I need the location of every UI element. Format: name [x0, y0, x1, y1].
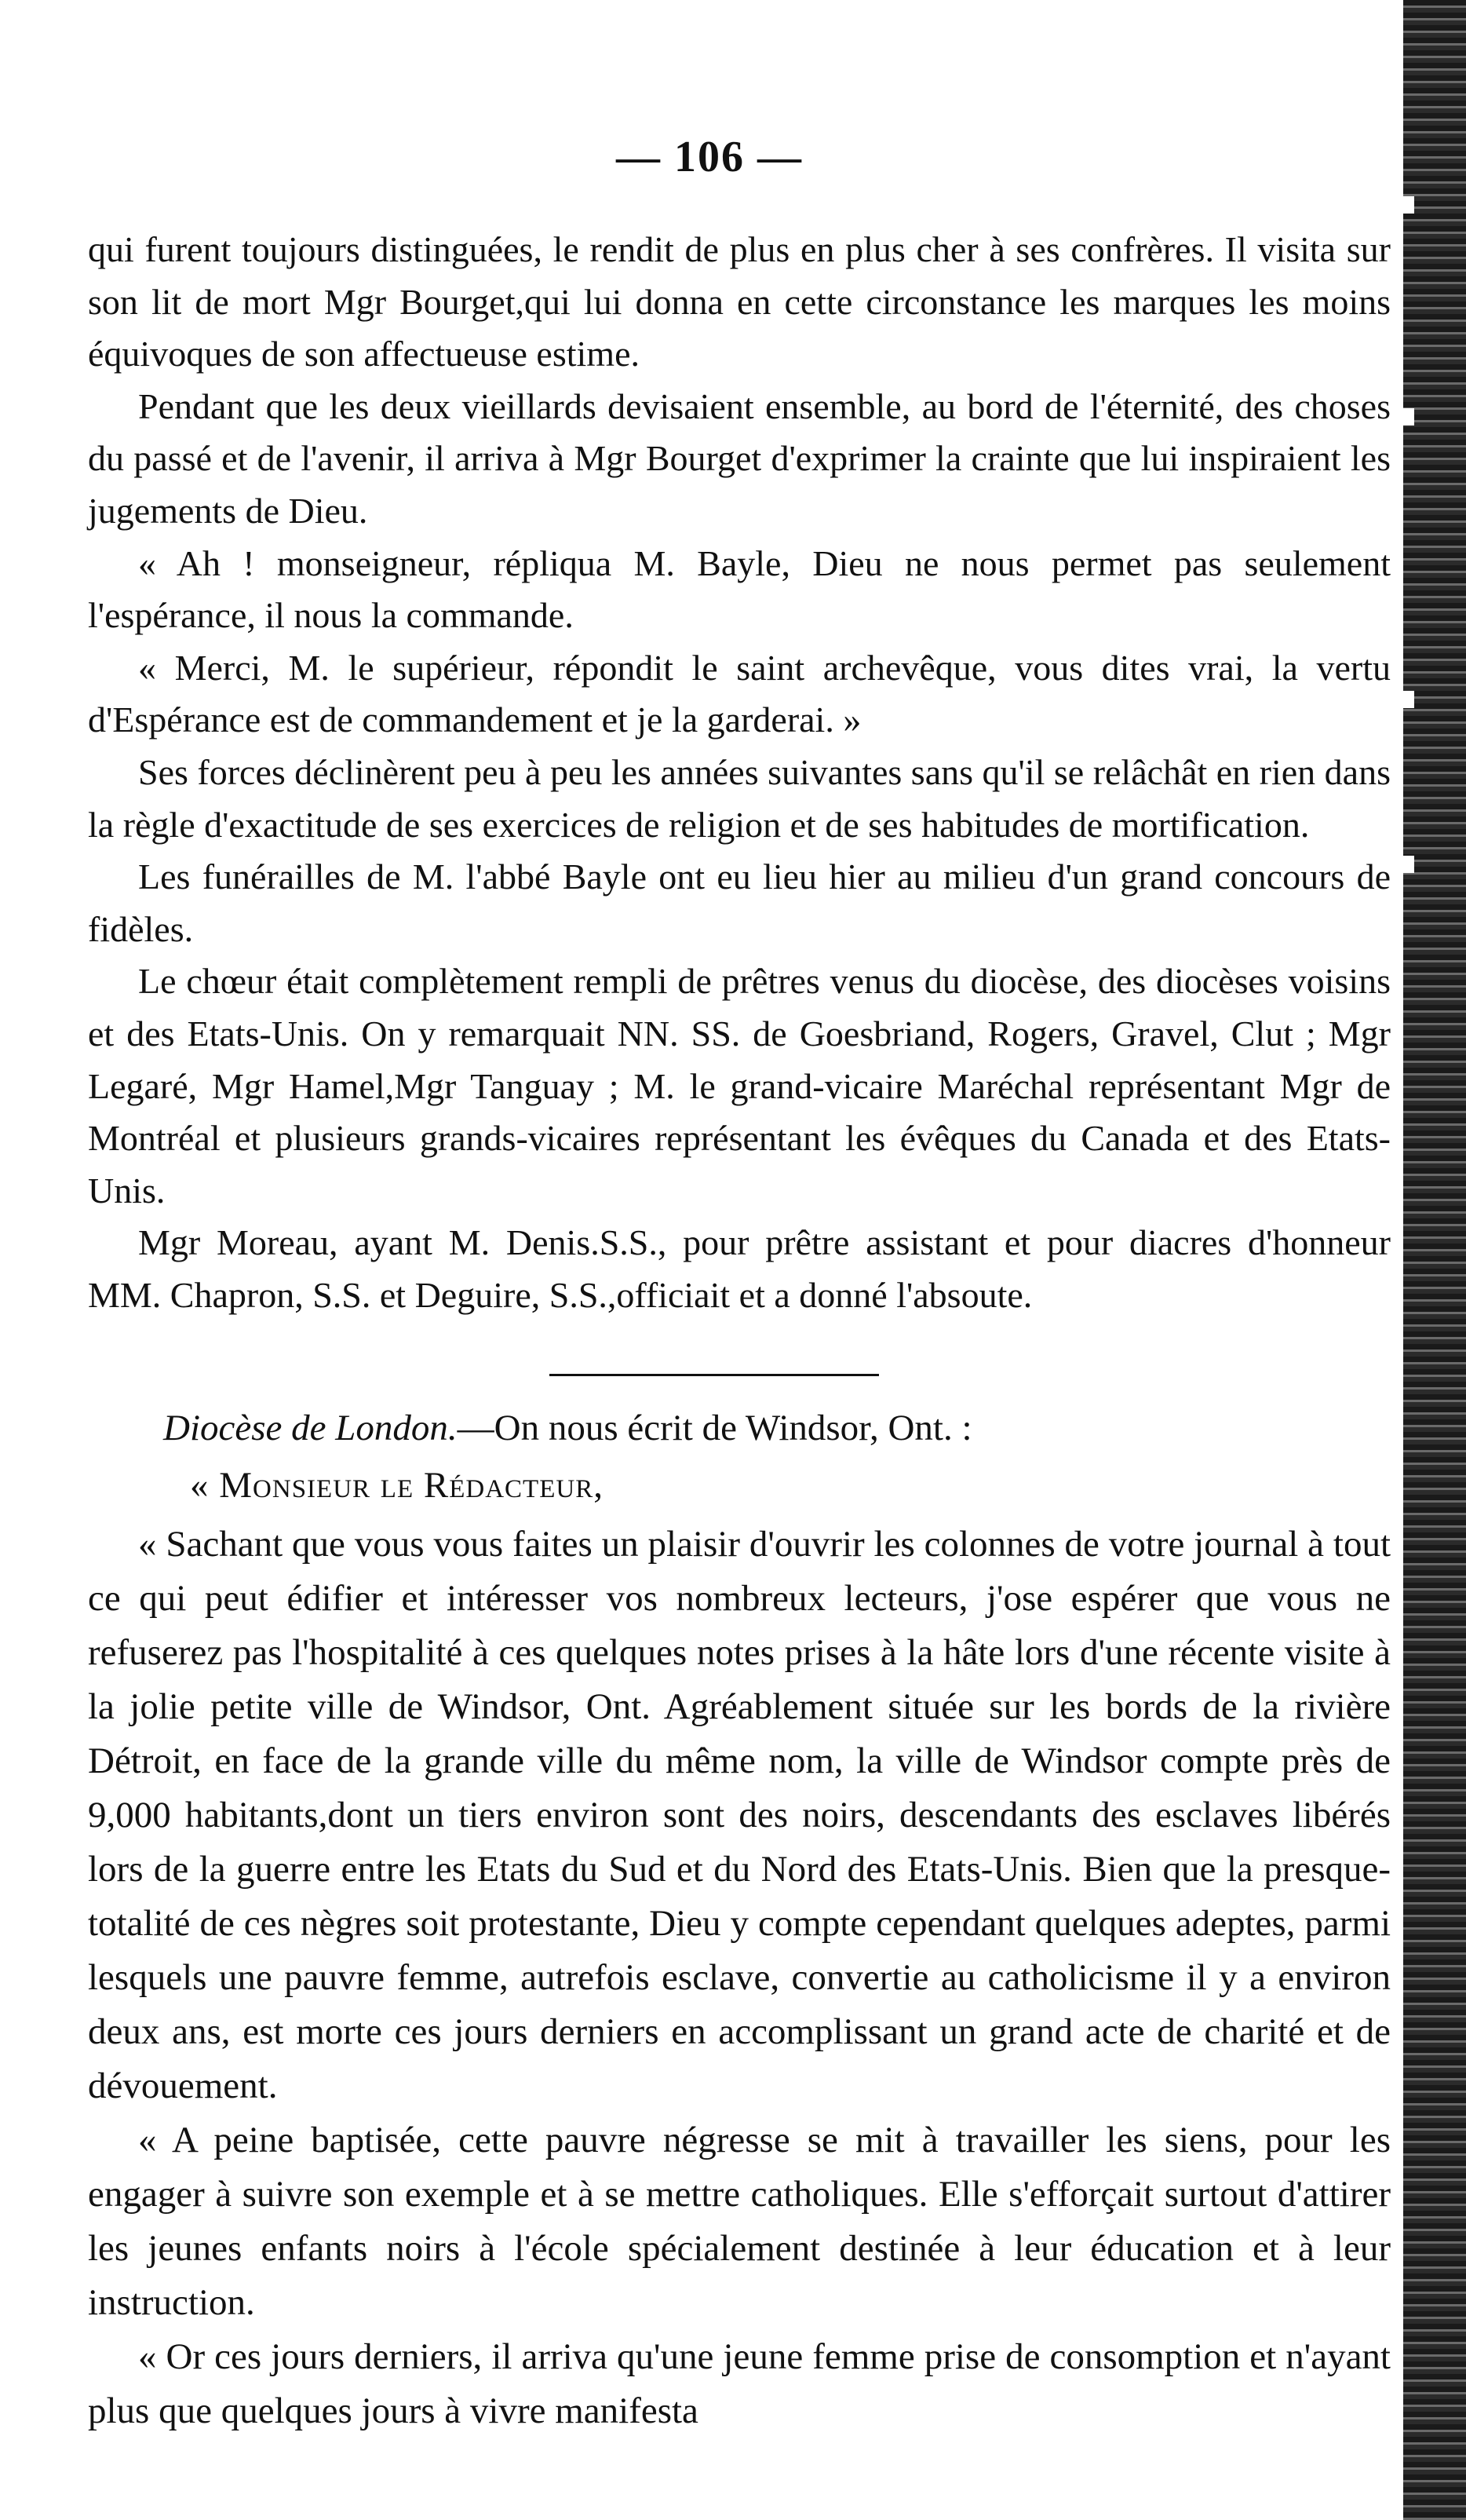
paragraph: « Merci, M. le supérieur, répondit le saint archevêque, vous dites vrai, la vertu d'Espérance est de commandement et je la garderai. »: [88, 647, 1391, 740]
dateline: —On nous écrit de Windsor, Ont. :: [457, 1408, 972, 1448]
paragraph: Le chœur était complètement rempli de prêtres venus du diocèse, des diocèses voisins et des Etats-Unis. On y remarquait NN. SS. de Goesbriand, Rogers, Gravel, Clut ; Mgr Legaré, Mgr Hamel,Mgr Tanguay ; M. le grand-vicaire Maréchal représentant Mgr de Montréal et plusieurs grands-vicaires représentant les évêques du Canada et des Etats-Unis.: [88, 961, 1391, 1211]
paragraph: Mgr Moreau, ayant M. Denis.S.S., pour prêtre assistant et pour diacres d'honneur MM. Chapron, S.S. et Deguire, S.S.,officiait et a donné l'absoute.: [88, 1222, 1391, 1315]
page-number: — 106 —: [616, 133, 803, 181]
paragraph: Pendant que les deux vieillards devisaient ensemble, au bord de l'éternité, des choses du passé et de l'avenir, il arriva à Mgr Bourget d'exprimer la crainte que lui inspiraient les jugements de Dieu.: [88, 385, 1391, 531]
article-continuation: [88, 224, 1391, 1321]
paragraph: Les funérailles de M. l'abbé Bayle ont eu lieu hier au milieu d'un grand concours de fidèles.: [88, 856, 1391, 949]
paragraph: « Ah ! monseigneur, répliqua M. Bayle, Dieu ne nous permet pas seulement l'espérance, il nous la commande.: [88, 542, 1391, 636]
section-divider: [549, 1374, 879, 1376]
letter-paragraph: « Or ces jours derniers, il arriva qu'une jeune femme prise de consomption et n'ayant plus que quelques jours à vivre manifesta: [88, 2336, 1391, 2431]
page-edge-notch: [1391, 408, 1414, 425]
section-heading: [163, 1401, 1391, 1455]
paragraph: Ses forces déclinèrent peu à peu les années suivantes sans qu'il se relâchât en rien dans la règle d'exactitude de ses exercices de religion et de ses habitudes de mortification.: [88, 751, 1391, 845]
scanned-page-edge: [1403, 0, 1466, 2520]
salutation: « Monsieur le Rédacteur,: [190, 1465, 604, 1506]
diocese-title: Diocèse de London.: [163, 1408, 458, 1448]
london-diocese-section: [88, 1401, 1391, 2438]
page-edge-notch: [1391, 856, 1414, 873]
letter-paragraph: « Sachant que vous vous faites un plaisir d'ouvrir les colonnes de votre journal à tout ce qui peut édifier et intéresser vos nombreux lecteurs, j'ose espérer que vous ne refuserez pas l'hospitalité à ces quelques notes prises à la hâte lors d'une récente visite à la jolie petite ville de Windsor, Ont. Agréablement située sur les bords de la rivière Détroit, en face de la grande ville du même nom, la ville de Windsor compte près de 9,000 habitants,dont un tiers environ sont des noirs, descendants des esclaves libérés lors de la guerre entre les Etats du Sud et du Nord des Etats-Unis. Bien que la presque-totalité de ces nègres soit protestante, Dieu y compte cependant quelques adeptes, parmi lesquels une pauvre femme, autrefois esclave, convertie au catholicisme il y a environ deux ans, est morte ces jours derniers en accomplissant un grand acte de charité et de dévouement.: [88, 1524, 1391, 2106]
page-edge-notch: [1391, 196, 1414, 214]
paragraph: qui furent toujours distinguées, le rendit de plus en plus cher à ses confrères. Il visita sur son lit de mort Mgr Bourget,qui lui donna en cette circonstance les marques les moins équivoques de son affectueuse estime.: [88, 229, 1391, 374]
letter-paragraph: « A peine baptisée, cette pauvre négresse se mit à travailler les siens, pour les engager à suivre son exemple et à se mettre catholiques. Elle s'efforçait surtout d'attirer les jeunes enfants noirs à l'école spécialement destinée à leur éducation et à leur instruction.: [88, 2120, 1391, 2323]
page-edge-notch: [1391, 691, 1414, 708]
